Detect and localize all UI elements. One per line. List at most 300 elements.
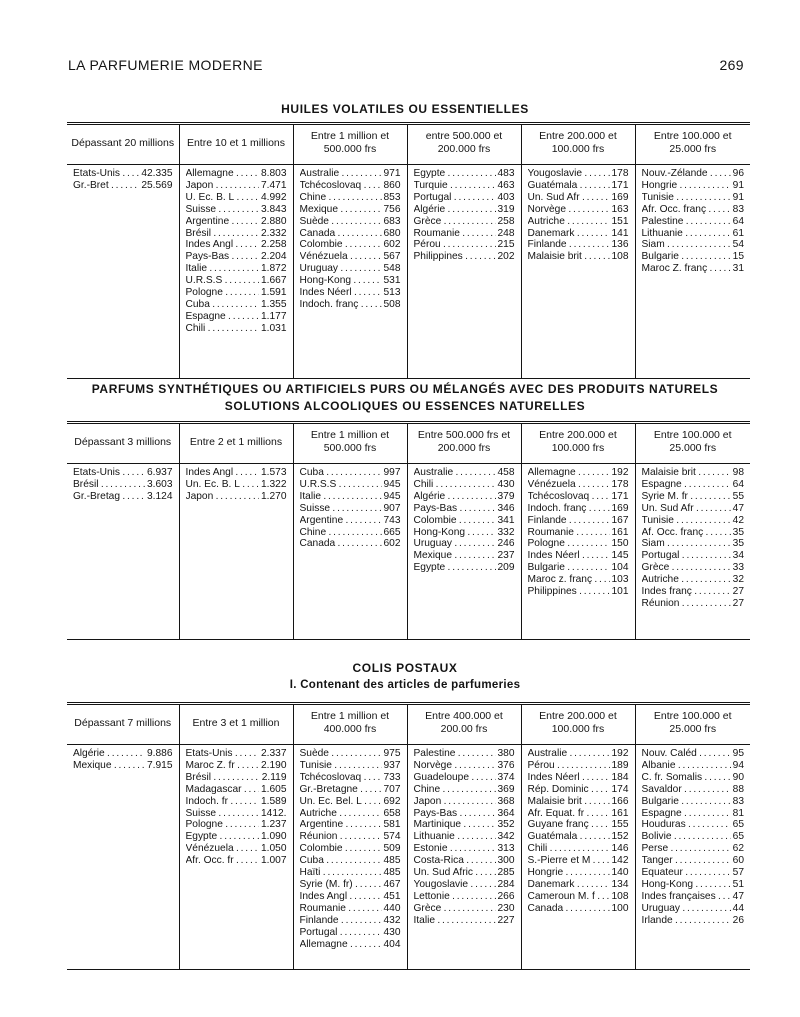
list-item bbox=[186, 204, 287, 216]
column-header: Entre 400.000 et 200.00 frs bbox=[407, 704, 521, 745]
section-title-line: COLIS POSTAUX bbox=[352, 661, 458, 675]
list-item bbox=[300, 939, 401, 951]
import-value: 341 bbox=[497, 514, 515, 526]
country-name: Finlande . . . bbox=[300, 915, 382, 927]
list-item bbox=[300, 915, 401, 927]
import-value: 91 bbox=[732, 179, 744, 191]
country-name: Japon . . . bbox=[186, 180, 260, 192]
country-name: Canada . . . bbox=[300, 228, 382, 240]
import-value: 458 bbox=[497, 467, 515, 478]
import-value: 1.270 bbox=[261, 490, 287, 502]
list-item bbox=[414, 843, 515, 855]
country-name: Italie . . . bbox=[300, 491, 382, 503]
country-name: Grèce . . . bbox=[414, 903, 496, 915]
import-value: 142 bbox=[611, 855, 629, 867]
country-name: S.-Pierre et M . . . bbox=[528, 855, 610, 867]
journal-title: LA PARFUMERIE MODERNE bbox=[68, 57, 263, 73]
country-name: Un. Sud Afr . . . bbox=[642, 503, 731, 515]
import-value: 7.915 bbox=[147, 759, 173, 771]
import-value: 432 bbox=[383, 914, 401, 926]
country-name: Egypte . . . bbox=[414, 562, 496, 574]
country-name: Houduras . . . bbox=[642, 819, 731, 831]
import-value: 9.886 bbox=[147, 748, 173, 759]
country-name: Afr. Occ. franç . . . bbox=[642, 204, 731, 216]
country-name: Suède . . . bbox=[300, 216, 382, 228]
list-item bbox=[300, 784, 401, 796]
country-name: Portugal . . . bbox=[642, 550, 731, 562]
list-item bbox=[300, 467, 401, 479]
list-item bbox=[642, 855, 745, 867]
list-item bbox=[642, 263, 745, 275]
list-item bbox=[642, 562, 745, 574]
country-name: Bolivie . . . bbox=[642, 831, 731, 843]
country-name: Etats-Unis . . . bbox=[73, 168, 139, 180]
country-name: Autriche . . . bbox=[528, 216, 610, 228]
import-value: 692 bbox=[383, 795, 401, 807]
import-value: 108 bbox=[611, 251, 629, 263]
country-name: Equateur . . . bbox=[642, 867, 731, 879]
running-header bbox=[68, 57, 744, 77]
country-name: Portugal . . . bbox=[300, 927, 382, 939]
country-name: Chine . . . bbox=[414, 784, 496, 796]
list-item bbox=[642, 467, 745, 479]
list-item bbox=[642, 772, 745, 784]
country-name: Mexique . . . bbox=[300, 204, 382, 216]
list-item bbox=[414, 831, 515, 843]
list-item bbox=[642, 216, 745, 228]
list-item bbox=[414, 796, 515, 808]
import-value: 1.591 bbox=[261, 287, 287, 299]
list-item bbox=[528, 216, 629, 228]
country-name: Yougoslavie . . . bbox=[414, 879, 496, 891]
country-name: Gr.-Bretagne . . . bbox=[300, 784, 382, 796]
list-item bbox=[528, 204, 629, 216]
import-value: 54 bbox=[732, 239, 744, 251]
column-header: Entre 100.000 et 25.000 frs bbox=[635, 704, 750, 745]
country-name: Tunisie . . . bbox=[642, 192, 731, 204]
import-value: 178 bbox=[611, 478, 629, 490]
import-value: 55 bbox=[732, 490, 744, 502]
list-item bbox=[642, 228, 745, 240]
country-name: Canada . . . bbox=[300, 538, 382, 550]
list-item bbox=[186, 831, 287, 843]
list-item bbox=[300, 879, 401, 891]
import-value: 463 bbox=[497, 179, 515, 191]
country-name: U.R.S.S . . . bbox=[300, 479, 382, 491]
country-name: Afr. Occ. fr . . . bbox=[186, 855, 260, 867]
country-name: Grèce . . . bbox=[642, 562, 731, 574]
list-item bbox=[528, 550, 629, 562]
country-name: Malaisie brit . . . bbox=[528, 251, 610, 263]
country-name: Lettonie . . . bbox=[414, 891, 496, 903]
import-value: 161 bbox=[611, 807, 629, 819]
import-value: 430 bbox=[383, 926, 401, 938]
country-name: Colombie . . . bbox=[300, 843, 382, 855]
column-header: Entre 200.000 et 100.000 frs bbox=[521, 124, 635, 165]
list-item bbox=[186, 819, 287, 831]
list-item bbox=[642, 760, 745, 772]
list-item bbox=[73, 180, 173, 192]
import-value: 108 bbox=[611, 890, 629, 902]
table-column-cell bbox=[179, 464, 293, 640]
import-value: 1.872 bbox=[261, 263, 287, 275]
section-1-table bbox=[67, 122, 750, 379]
country-name: Suisse . . . bbox=[300, 503, 382, 515]
list-item bbox=[642, 843, 745, 855]
import-value: 581 bbox=[383, 819, 401, 831]
column-header: Entre 2 et 1 millions bbox=[179, 423, 293, 464]
import-value: 380 bbox=[497, 748, 515, 759]
country-name: Guatémala . . . bbox=[528, 180, 610, 192]
import-value: 202 bbox=[497, 251, 515, 263]
import-value: 155 bbox=[611, 819, 629, 831]
country-name: Espagne . . . bbox=[642, 808, 731, 820]
country-name: Espagne . . . bbox=[642, 479, 731, 491]
column-header: Entre 500.000 frs et 200.000 frs bbox=[407, 423, 521, 464]
import-value: 364 bbox=[497, 807, 515, 819]
import-value: 248 bbox=[497, 227, 515, 239]
import-value: 680 bbox=[383, 227, 401, 239]
column-header: Dépassant 3 millions bbox=[67, 423, 179, 464]
country-name: Hongrie . . . bbox=[642, 180, 731, 192]
import-value: 1.177 bbox=[261, 310, 287, 322]
import-value: 26 bbox=[732, 914, 744, 926]
country-name: Chine . . . bbox=[300, 527, 382, 539]
import-value: 1.667 bbox=[261, 275, 287, 287]
table-column-cell bbox=[293, 165, 407, 379]
list-item bbox=[528, 819, 629, 831]
import-value: 1.007 bbox=[261, 855, 287, 867]
list-item bbox=[414, 772, 515, 784]
import-value: 1.355 bbox=[261, 298, 287, 310]
list-item bbox=[300, 168, 401, 180]
country-name: Pays-Bas . . . bbox=[186, 251, 260, 263]
import-value: 602 bbox=[383, 239, 401, 251]
country-name: Madagascar . . . bbox=[186, 784, 260, 796]
list-item bbox=[186, 784, 287, 796]
import-value: 513 bbox=[383, 287, 401, 299]
country-name: Australie . . . bbox=[300, 168, 382, 180]
list-item bbox=[642, 550, 745, 562]
column-header: Entre 200.000 et 100.000 frs bbox=[521, 704, 635, 745]
list-item bbox=[528, 239, 629, 251]
import-value: 27 bbox=[732, 586, 744, 598]
list-item bbox=[528, 479, 629, 491]
list-item bbox=[528, 867, 629, 879]
country-name: Norvège . . . bbox=[528, 204, 610, 216]
country-name: Egypte . . . bbox=[414, 168, 496, 180]
import-value: 332 bbox=[497, 526, 515, 538]
import-value: 258 bbox=[497, 215, 515, 227]
country-name: Japon . . . bbox=[414, 796, 496, 808]
list-item bbox=[528, 748, 629, 760]
import-value: 65 bbox=[732, 831, 744, 843]
list-item bbox=[528, 503, 629, 515]
list-item bbox=[642, 527, 745, 539]
list-item bbox=[642, 168, 745, 180]
country-name: Lithuanie . . . bbox=[414, 831, 496, 843]
country-name: Indoch. franç . . . bbox=[300, 299, 382, 311]
country-name: Malaisie brit . . . bbox=[528, 796, 610, 808]
list-item bbox=[300, 796, 401, 808]
list-item bbox=[414, 748, 515, 760]
country-name: Nouv. Caléd . . . bbox=[642, 748, 731, 760]
country-name: Cuba . . . bbox=[300, 467, 382, 479]
country-name: Philippines . . . bbox=[528, 586, 610, 598]
country-name: Argentine . . . bbox=[300, 819, 382, 831]
column-header: entre 500.000 et 200.000 frs bbox=[407, 124, 521, 165]
country-name: Suisse . . . bbox=[186, 204, 260, 216]
import-value: 65 bbox=[732, 819, 744, 831]
table-column-cell bbox=[67, 745, 179, 970]
country-name: Philippines . . . bbox=[414, 251, 496, 263]
list-item bbox=[414, 903, 515, 915]
country-name: Algérie . . . bbox=[414, 491, 496, 503]
import-value: 163 bbox=[611, 203, 629, 215]
table-column-cell bbox=[521, 745, 635, 970]
list-item bbox=[300, 903, 401, 915]
list-item bbox=[414, 891, 515, 903]
country-name: Indes françaises . . . bbox=[642, 891, 731, 903]
country-name: Hong-Kong . . . bbox=[414, 527, 496, 539]
list-item bbox=[300, 927, 401, 939]
import-value: 25.569 bbox=[141, 179, 173, 191]
country-name: Suisse . . . bbox=[186, 808, 260, 820]
list-item bbox=[642, 831, 745, 843]
country-name: Allemagne . . . bbox=[186, 168, 260, 180]
import-value: 209 bbox=[497, 562, 515, 574]
import-value: 189 bbox=[611, 759, 629, 771]
list-item bbox=[642, 891, 745, 903]
table-column-cell bbox=[179, 165, 293, 379]
list-item bbox=[186, 263, 287, 275]
country-name: Guadeloupe . . . bbox=[414, 772, 496, 784]
country-name: Portugal . . . bbox=[414, 192, 496, 204]
country-name: Chili . . . bbox=[186, 323, 260, 335]
import-value: 2.880 bbox=[261, 215, 287, 227]
table-column-cell bbox=[293, 464, 407, 640]
import-value: 907 bbox=[383, 502, 401, 514]
import-value: 167 bbox=[611, 514, 629, 526]
list-item bbox=[300, 760, 401, 772]
country-name: C. fr. Somalis . . . bbox=[642, 772, 731, 784]
country-name: Malaisie brit . . . bbox=[642, 467, 731, 479]
country-name: Tchécoslovaq . . . bbox=[300, 772, 382, 784]
import-value: 440 bbox=[383, 902, 401, 914]
import-value: 733 bbox=[383, 771, 401, 783]
list-item bbox=[642, 180, 745, 192]
list-item bbox=[642, 867, 745, 879]
list-item bbox=[186, 491, 287, 503]
import-value: 567 bbox=[383, 251, 401, 263]
country-name: Hong-Kong . . . bbox=[300, 275, 382, 287]
list-item bbox=[642, 503, 745, 515]
country-name: Argentine . . . bbox=[300, 515, 382, 527]
list-item bbox=[414, 204, 515, 216]
import-value: 300 bbox=[497, 855, 515, 867]
import-value: 1.090 bbox=[261, 831, 287, 843]
import-value: 997 bbox=[383, 467, 401, 478]
import-value: 683 bbox=[383, 215, 401, 227]
table-column-cell bbox=[407, 745, 521, 970]
list-item bbox=[186, 180, 287, 192]
table-column-cell bbox=[407, 464, 521, 640]
import-value: 35 bbox=[732, 538, 744, 550]
list-item bbox=[642, 819, 745, 831]
list-item bbox=[414, 239, 515, 251]
import-value: 319 bbox=[497, 203, 515, 215]
country-name: Indes Néerl . . . bbox=[528, 772, 610, 784]
country-name: Martinique . . . bbox=[414, 819, 496, 831]
list-item bbox=[642, 479, 745, 491]
country-name: Maroc Z. fr . . . bbox=[186, 760, 260, 772]
import-value: 184 bbox=[611, 771, 629, 783]
list-item bbox=[414, 491, 515, 503]
list-item bbox=[73, 760, 173, 772]
list-item bbox=[186, 323, 287, 335]
list-item bbox=[528, 467, 629, 479]
import-value: 151 bbox=[611, 215, 629, 227]
list-item bbox=[300, 287, 401, 299]
import-value: 467 bbox=[383, 878, 401, 890]
import-value: 146 bbox=[611, 843, 629, 855]
country-name: Pologne . . . bbox=[186, 287, 260, 299]
import-value: 64 bbox=[732, 215, 744, 227]
country-name: Vénézuela . . . bbox=[186, 843, 260, 855]
import-value: 169 bbox=[611, 502, 629, 514]
page-number: 269 bbox=[719, 57, 744, 73]
import-value: 284 bbox=[497, 878, 515, 890]
country-name: Cuba . . . bbox=[186, 299, 260, 311]
country-name: Afr. Equat. fr . . . bbox=[528, 808, 610, 820]
import-value: 35 bbox=[732, 526, 744, 538]
country-name: Bulgarie . . . bbox=[642, 251, 731, 263]
country-name: U.R.S.S . . . bbox=[186, 275, 260, 287]
import-value: 2.337 bbox=[261, 748, 287, 759]
import-value: 166 bbox=[611, 795, 629, 807]
import-value: 83 bbox=[732, 203, 744, 215]
import-value: 192 bbox=[611, 467, 629, 478]
country-name: Haïti . . . bbox=[300, 867, 382, 879]
list-item bbox=[300, 275, 401, 287]
import-value: 3.843 bbox=[261, 203, 287, 215]
import-value: 285 bbox=[497, 867, 515, 879]
import-value: 83 bbox=[732, 795, 744, 807]
country-name: Allemagne . . . bbox=[300, 939, 382, 951]
section-2-table bbox=[67, 421, 750, 640]
country-name: Australie . . . bbox=[414, 467, 496, 479]
country-name: Brésil . . . bbox=[73, 479, 145, 491]
import-value: 60 bbox=[732, 855, 744, 867]
country-name: Algérie . . . bbox=[414, 204, 496, 216]
import-value: 145 bbox=[611, 550, 629, 562]
list-item bbox=[414, 855, 515, 867]
country-name: Autriche . . . bbox=[300, 808, 382, 820]
country-name: Indes Néerl . . . bbox=[528, 550, 610, 562]
list-item bbox=[642, 515, 745, 527]
list-item bbox=[73, 479, 173, 491]
country-name: Pays-Bas . . . bbox=[414, 503, 496, 515]
list-item bbox=[186, 760, 287, 772]
import-value: 81 bbox=[732, 807, 744, 819]
list-item bbox=[642, 574, 745, 586]
list-item bbox=[642, 192, 745, 204]
list-item bbox=[528, 760, 629, 772]
country-name: Colombie . . . bbox=[300, 239, 382, 251]
list-item bbox=[528, 784, 629, 796]
country-name: Siam . . . bbox=[642, 239, 731, 251]
list-item bbox=[186, 192, 287, 204]
country-name: Danemark . . . bbox=[528, 879, 610, 891]
list-item bbox=[414, 503, 515, 515]
import-value: 483 bbox=[497, 168, 515, 179]
import-value: 1.589 bbox=[261, 795, 287, 807]
country-name: Af. Occ. franç . . . bbox=[642, 527, 731, 539]
country-name: Pologne . . . bbox=[528, 538, 610, 550]
list-item bbox=[642, 251, 745, 263]
country-name: Grèce . . . bbox=[414, 216, 496, 228]
import-value: 171 bbox=[611, 179, 629, 191]
list-item bbox=[528, 251, 629, 263]
import-value: 57 bbox=[732, 867, 744, 879]
list-item bbox=[300, 228, 401, 240]
list-item bbox=[186, 251, 287, 263]
list-item bbox=[642, 796, 745, 808]
list-item bbox=[186, 311, 287, 323]
import-value: 531 bbox=[383, 275, 401, 287]
country-name: Rép. Dominic . . . bbox=[528, 784, 610, 796]
country-name: Un. Ec. Bel. L . . . bbox=[300, 796, 382, 808]
import-value: 61 bbox=[732, 227, 744, 239]
list-item bbox=[186, 275, 287, 287]
import-value: 44 bbox=[732, 902, 744, 914]
import-value: 90 bbox=[732, 771, 744, 783]
list-item bbox=[300, 855, 401, 867]
country-name: Tunisie . . . bbox=[300, 760, 382, 772]
import-value: 152 bbox=[611, 831, 629, 843]
column-header: Entre 1 million et 500.000 frs bbox=[293, 124, 407, 165]
import-value: 88 bbox=[732, 783, 744, 795]
country-name: Un. Sud Afr . . . bbox=[528, 192, 610, 204]
country-name: Irlande . . . bbox=[642, 915, 731, 927]
list-item bbox=[642, 491, 745, 503]
list-item bbox=[414, 467, 515, 479]
list-item bbox=[186, 855, 287, 867]
country-name: Albanie . . . bbox=[642, 760, 731, 772]
import-value: 2.204 bbox=[261, 251, 287, 263]
country-name: Italie . . . bbox=[414, 915, 496, 927]
import-value: 230 bbox=[497, 902, 515, 914]
list-item bbox=[300, 503, 401, 515]
country-name: Bulgarie . . . bbox=[528, 562, 610, 574]
list-item bbox=[186, 239, 287, 251]
table-column-cell bbox=[407, 165, 521, 379]
list-item bbox=[414, 515, 515, 527]
column-header: Entre 3 et 1 million bbox=[179, 704, 293, 745]
import-value: 945 bbox=[383, 490, 401, 502]
import-value: 64 bbox=[732, 478, 744, 490]
country-name: Argentine . . . bbox=[186, 216, 260, 228]
country-name: Indes Angl . . . bbox=[300, 891, 382, 903]
list-item bbox=[414, 915, 515, 927]
country-name: Cameroun M. f . . . bbox=[528, 891, 610, 903]
country-name: Syrie (M. fr) . . . bbox=[300, 879, 382, 891]
column-header: Entre 100.000 et 25.000 frs bbox=[635, 423, 750, 464]
list-item bbox=[414, 760, 515, 772]
import-value: 369 bbox=[497, 783, 515, 795]
country-name: Autriche . . . bbox=[642, 574, 731, 586]
country-name: Syrie M. fr . . . bbox=[642, 491, 731, 503]
